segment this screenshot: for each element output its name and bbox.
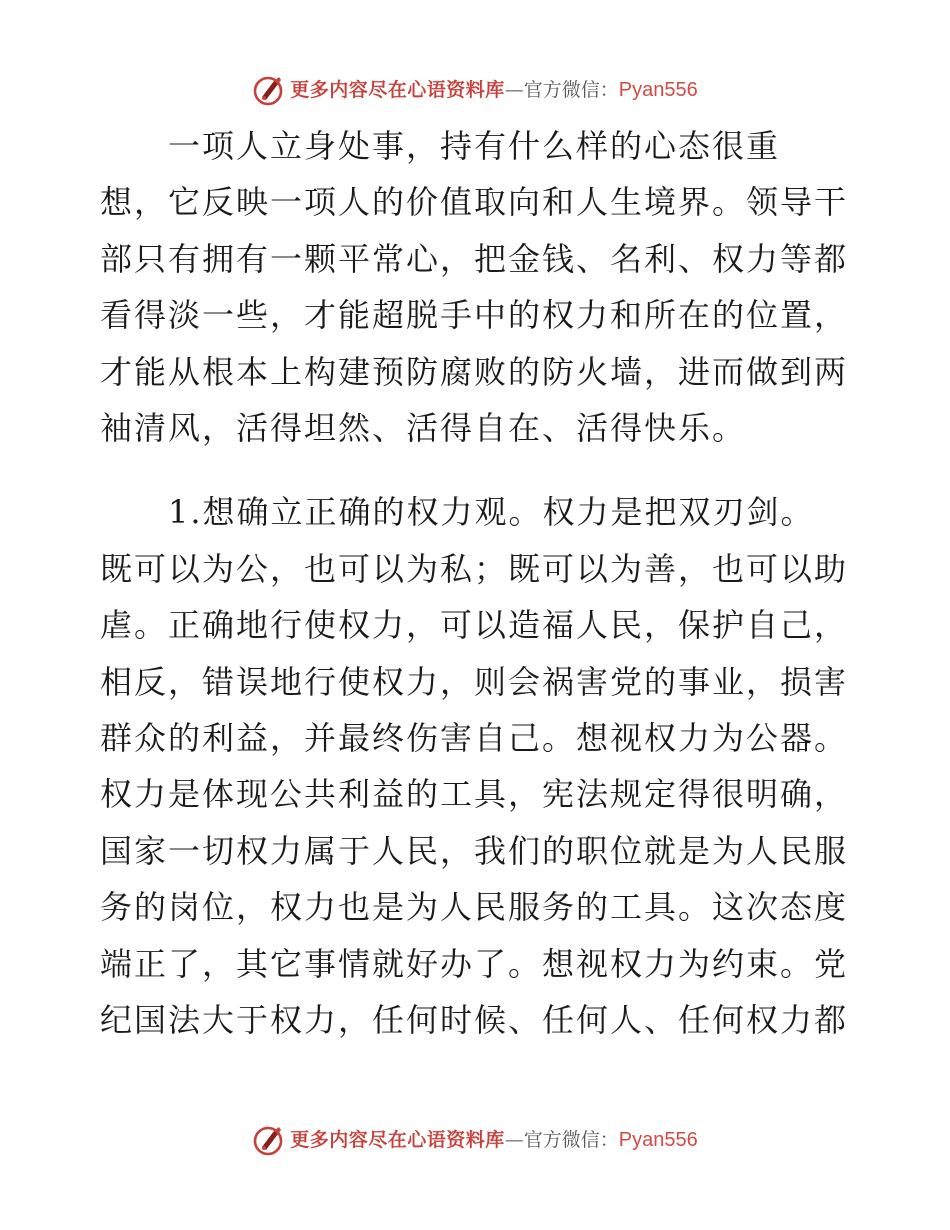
text-line: 部只有拥有一颗平常心，把金钱、名利、权力等都 [100,239,849,278]
text-line: 相反，错误地行使权力，则会祸害党的事业，损害 [100,662,849,701]
brand-logo-icon [252,73,286,107]
text-line: 国家一切权力属于人民，我们的职位就是为人民服 [100,831,849,870]
text-line: 看得淡一些，才能超脱手中的权力和所在的位置， [100,296,849,335]
text-line: 既可以为公，也可以为私；既可以为善，也可以助 [100,549,849,588]
header-banner [0,70,950,110]
footer-separator: — [504,1128,524,1151]
header-brand-text: 更多内容尽在心语资料库 [290,78,505,101]
paragraph-1 [100,118,850,456]
brand-logo-icon [252,1123,286,1157]
paragraph-2 [100,484,850,1048]
text-line: 1.想确立正确的权力观。权力是把双刃剑。 [100,493,815,532]
footer-wechat-id: Pyan556 [618,1129,698,1151]
header-separator: — [504,78,524,101]
document-body [100,118,850,1049]
footer-official-label: 官方微信： [523,1128,619,1151]
text-line: 端正了，其它事情就好办了。想视权力为约束。党 [100,944,849,983]
header-wechat-id: Pyan556 [618,79,698,101]
text-line: 想，它反映一项人的价值取向和人生境界。领导干 [100,183,849,222]
text-line: 袖清风，活得坦然、活得自在、活得快乐。 [100,409,747,448]
footer-brand-text: 更多内容尽在心语资料库 [290,1128,505,1151]
text-line: 纪国法大于权力，任何时候、任何人、任何权力都 [100,1001,849,1040]
text-line: 虐。正确地行使权力，可以造福人民，保护自己， [100,606,849,645]
text-line: 务的岗位，权力也是为人民服务的工具。这次态度 [100,888,849,927]
text-line: 群众的利益，并最终伤害自己。想视权力为公器。 [100,719,849,758]
header-official-label: 官方微信： [523,78,619,101]
text-line: 权力是体现公共利益的工具，宪法规定得很明确， [100,775,849,814]
text-line: 才能从根本上构建预防腐败的防火墙，进而做到两 [100,352,849,391]
text-line: 一项人立身处事，持有什么样的心态很重 [100,127,781,165]
footer-banner [0,1120,950,1160]
